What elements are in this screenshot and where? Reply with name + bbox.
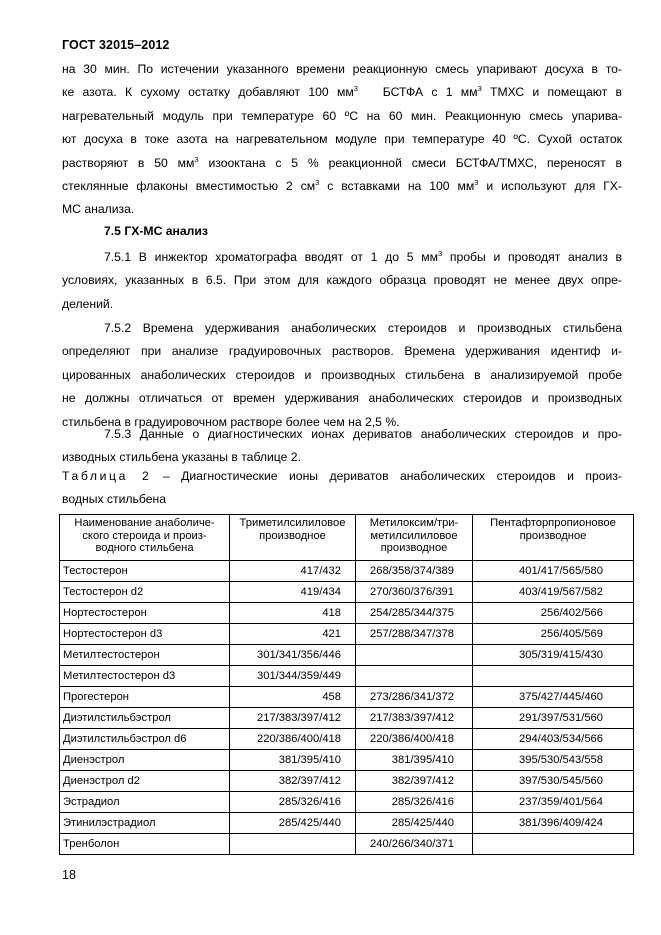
ion-values-cell: 294/403/534/566 <box>473 729 634 750</box>
ion-values-cell: 240/266/340/371 <box>356 834 473 855</box>
ion-values-cell: 458 <box>230 687 356 708</box>
ion-values-cell: 285/326/416 <box>230 792 356 813</box>
ion-values-cell: 220/386/400/418 <box>230 729 356 750</box>
ion-values-cell: 301/344/359/449 <box>230 666 356 687</box>
paragraph-7-5-3: 7.5.3 Данные о диагностических ионах дериватов анаболических стероидов и про- изводных стильбена указаны в таблице 2. <box>62 427 622 465</box>
table-row <box>60 792 634 813</box>
compound-name-cell: Тренболон <box>60 834 230 855</box>
ion-values-cell <box>230 834 356 855</box>
table-row <box>60 603 634 624</box>
ion-values-cell: 217/383/397/412 <box>230 708 356 729</box>
ion-values-cell: 256/405/569 <box>473 624 634 645</box>
compound-name-cell: Этинилэстрадиол <box>60 813 230 834</box>
ion-values-cell: 257/288/347/378 <box>356 624 473 645</box>
ion-values-cell <box>473 666 634 687</box>
ion-values-cell: 381/395/410 <box>356 750 473 771</box>
ion-values-cell: 397/530/545/560 <box>473 771 634 792</box>
compound-name-cell: Метилтестостерон d3 <box>60 666 230 687</box>
ion-values-cell <box>356 645 473 666</box>
table-caption-label: Таблица 2 <box>62 469 152 483</box>
ion-values-cell: 285/425/440 <box>230 813 356 834</box>
ion-values-cell: 381/395/410 <box>230 750 356 771</box>
column-header-compound: Наименование анаболиче-ского стероида и произ-водного стильбена <box>60 515 230 561</box>
ion-values-cell: 237/359/401/564 <box>473 792 634 813</box>
table-row <box>60 771 634 792</box>
paragraph-7-5-1: 7.5.1 В инжектор хроматографа вводят от 1 до 5 $мм^3$ пробы и проводят анализ в условиях, указанных в 6.5. При этом для каждого образца проводят не менее двух опре- делений. <box>62 249 622 311</box>
column-header-tms: Триметилсилиловое производное <box>230 515 356 561</box>
ion-values-cell: 285/326/416 <box>356 792 473 813</box>
ion-values-cell: 220/386/400/418 <box>356 729 473 750</box>
ion-values-cell: 417/432 <box>230 561 356 582</box>
compound-name-cell: Тестостерон d2 <box>60 582 230 603</box>
paragraph-7-5-2: 7.5.2 Времена удерживания анаболических стероидов и производных стильбена определяют при анализе градуировочных растворов. Времена удерживания идентиф и- цированных анаболических стероидов и производных стильбена в анализируемой пробе не должны отличаться от времен удерживания анаболических стероидов и производных стильбена в градуировочном растворе более чем на 2,5 %. <box>62 321 622 429</box>
table-row <box>60 750 634 771</box>
compound-name-cell: Диенэстрол <box>60 750 230 771</box>
compound-name-cell: Тестостерон <box>60 561 230 582</box>
compound-name-cell: Диэтилстильбэстрол <box>60 708 230 729</box>
ion-values-cell: 270/360/376/391 <box>356 582 473 603</box>
ion-values-cell: 268/358/374/389 <box>356 561 473 582</box>
compound-name-cell: Эстрадиол <box>60 792 230 813</box>
column-header-mo-tms: Метилоксим/три-метилсилиловое производное <box>356 515 473 561</box>
ion-values-cell: 301/341/356/446 <box>230 645 356 666</box>
ion-values-cell: 382/397/412 <box>230 771 356 792</box>
diagnostic-ions-table <box>59 514 634 855</box>
table-row <box>60 582 634 603</box>
section-heading: 7.5 ГХ-МС анализ <box>104 224 208 238</box>
compound-name-cell: Метилтестостерон <box>60 645 230 666</box>
compound-name-cell: Нортестостерон d3 <box>60 624 230 645</box>
ion-values-cell: 418 <box>230 603 356 624</box>
compound-name-cell: Прогестерон <box>60 687 230 708</box>
ion-values-cell: 419/434 <box>230 582 356 603</box>
ion-values-cell <box>473 834 634 855</box>
ion-values-cell: 395/530/543/558 <box>473 750 634 771</box>
table-row <box>60 834 634 855</box>
ion-values-cell: 217/383/397/412 <box>356 708 473 729</box>
ion-values-cell: 382/397/412 <box>356 771 473 792</box>
ion-values-cell: 254/285/344/375 <box>356 603 473 624</box>
ion-values-cell: 273/286/341/372 <box>356 687 473 708</box>
compound-name-cell: Нортестостерон <box>60 603 230 624</box>
table-row <box>60 813 634 834</box>
ion-values-cell: 403/419/567/582 <box>473 582 634 603</box>
ion-values-cell: 256/402/566 <box>473 603 634 624</box>
ion-values-cell: 381/396/409/424 <box>473 813 634 834</box>
ion-values-cell: 305/319/415/430 <box>473 645 634 666</box>
ion-values-cell: 291/397/531/560 <box>473 708 634 729</box>
page-number: 18 <box>62 868 76 882</box>
paragraph-7-4-continuation: на 30 мин. По истечении указанного времени реакционную смесь упаривают досуха в то- ке азота. К сухому остатку добавляют 100 $мм^3$ БСТФА с 1 $мм^3$ ТМХС и помещают в нагревательный модуль при температуре 60 ºС на 60 мин. Реакционную смесь упарива- ют досуха в токе азота на нагревательном модуле при температуре 40 ºС. Сухой остаток растворяют в 50 $мм^3$ изооктана с 5 % реакционной смеси БСТФА/ТМХС, переносят в стеклянные флаконы вместимостью 2 $см^3$ с вставками на 100 $мм^3$ и используют для ГХ- МС анализа. <box>62 62 622 217</box>
table-row <box>60 624 634 645</box>
document-code: ГОСТ 32015–2012 <box>62 38 170 52</box>
ion-values-cell: 285/425/440 <box>356 813 473 834</box>
table-row <box>60 729 634 750</box>
column-header-pfp: Пентафторпропионовое производное <box>473 515 634 561</box>
ion-values-cell: 401/417/565/580 <box>473 561 634 582</box>
table-header-row <box>60 515 634 561</box>
table-row <box>60 687 634 708</box>
table-row <box>60 708 634 729</box>
table-row <box>60 561 634 582</box>
ion-values-cell: 421 <box>230 624 356 645</box>
table-caption: Таблица 2 – Диагностические ионы дериватов анаболических стероидов и произ- водных стильбена <box>62 469 622 506</box>
ion-values-cell: 375/427/445/460 <box>473 687 634 708</box>
compound-name-cell: Диэтилстильбэстрол d6 <box>60 729 230 750</box>
table-row <box>60 645 634 666</box>
table-row <box>60 666 634 687</box>
ion-values-cell <box>356 666 473 687</box>
compound-name-cell: Диенэстрол d2 <box>60 771 230 792</box>
